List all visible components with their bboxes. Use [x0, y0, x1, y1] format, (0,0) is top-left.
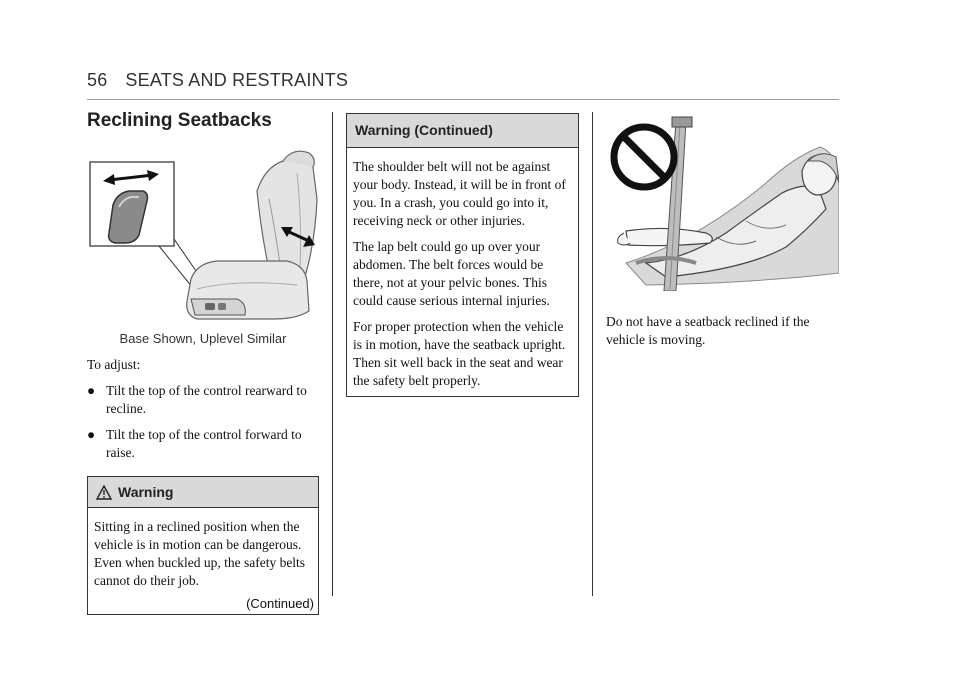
page-number: 56 [87, 70, 108, 90]
column-divider-2 [592, 112, 593, 596]
section-title: SEATS AND RESTRAINTS [125, 70, 349, 90]
caution-text: Do not have a seatback reclined if the vehicle is moving. [606, 314, 810, 347]
continued-label: (Continued) [246, 596, 314, 611]
warning-title: Warning (Continued) [355, 122, 493, 138]
prohibited-reclined-occupant-illustration [606, 113, 839, 291]
warning-title: Warning [118, 484, 174, 500]
left-column [87, 110, 319, 615]
warning-paragraph: For proper protection when the vehicle is in motion, have the seatback upright. Then sit well back in the seat and wear the safety belt properly. [353, 319, 566, 388]
warning-triangle-icon [96, 485, 112, 500]
warning-paragraph: The lap belt could go up over your abdomen. The belt forces would be there, not at your pelvic bones. This could cause serious internal injuries. [353, 239, 550, 308]
instruction-list [87, 382, 319, 462]
warning-paragraph: The shoulder belt will not be against your body. Instead, it will be in front of you. In a crash, you could go into it, receiving neck or other injuries. [353, 159, 566, 228]
bullet-icon: ● [87, 383, 96, 398]
warning-body [347, 148, 578, 396]
warning-body [88, 508, 318, 602]
header-rule [87, 99, 839, 100]
warning-header [88, 477, 318, 508]
warning-box-continued [346, 113, 579, 397]
figure-caption: Base Shown, Uplevel Similar [119, 331, 287, 346]
section-heading: Reclining Seatbacks [87, 110, 272, 131]
list-item: ● Tilt the top of the control forward to raise. [87, 427, 302, 460]
column-divider-1 [332, 112, 333, 596]
warning-header [347, 114, 578, 148]
page-header [87, 70, 348, 91]
list-item: ● Tilt the top of the control rearward to recline. [87, 383, 307, 416]
seat-recline-control-illustration [87, 139, 319, 323]
warning-text: Sitting in a reclined position when the vehicle is in motion can be dangerous. Even when buckled up, the safety belts cannot do their job. [94, 519, 306, 588]
bullet-icon: ● [87, 427, 96, 442]
middle-column [346, 113, 579, 397]
warning-box [87, 476, 319, 615]
right-column [606, 113, 839, 349]
intro-text: To adjust: [87, 357, 141, 372]
